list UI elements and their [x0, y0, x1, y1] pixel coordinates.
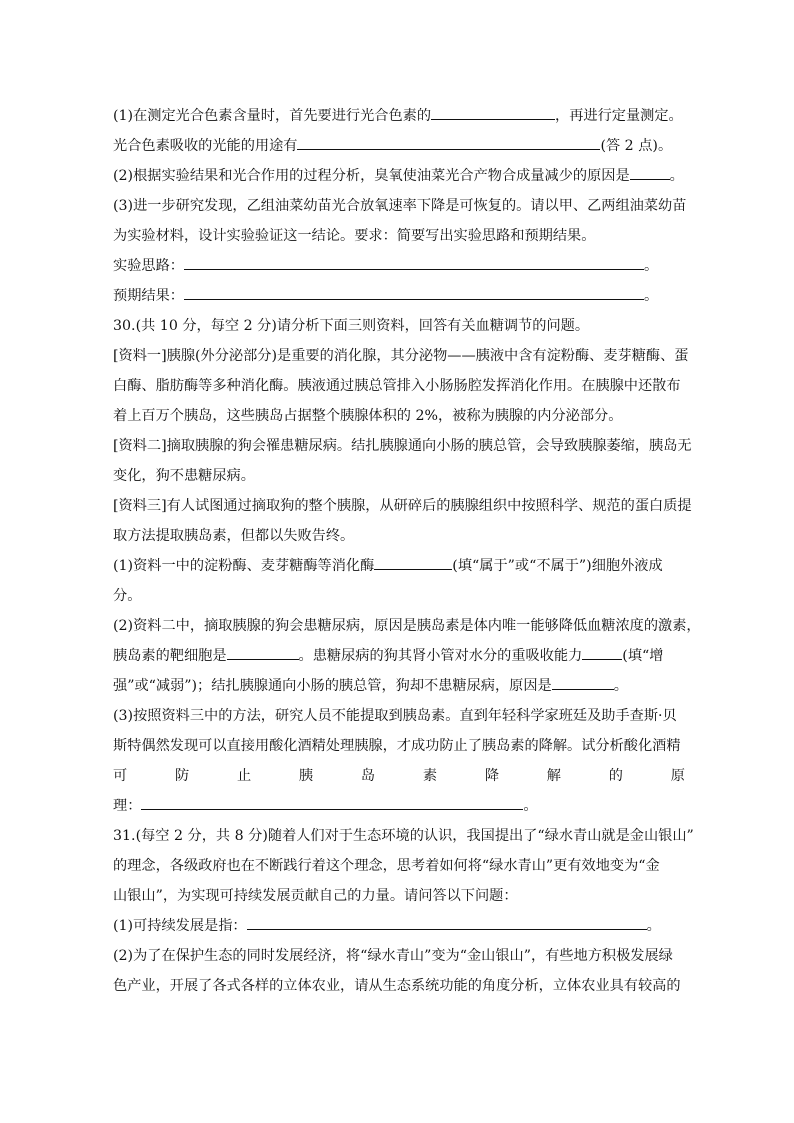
q3-line-2	[113, 221, 685, 251]
text: 31.(每空 2 分，共 8 分)随着人们对于生态环境的认识，我国提出了“绿水青山就是金山银山”	[113, 828, 694, 844]
answer-blank[interactable]	[184, 253, 644, 270]
answer-blank[interactable]	[552, 673, 614, 690]
text: (答 2 点)。	[600, 138, 673, 154]
answer-blank[interactable]	[297, 133, 600, 150]
text: (填“属于”或“不属于”)细胞外液成	[452, 558, 663, 574]
text: 着上百万个胰岛，这些胰岛占据整个胰腺体积的 2%，被称为胰腺的内分泌部分。	[113, 408, 623, 424]
text: (1)资料一中的淀粉酶、麦芽糖酶等消化酶	[113, 558, 375, 574]
text: 为实验材料，设计实验验证这一结论。要求：简要写出实验思路和预期结果。	[113, 228, 596, 244]
answer-blank[interactable]	[374, 553, 452, 570]
answer-blank[interactable]	[582, 643, 622, 660]
text: (1)可持续发展是指：	[113, 918, 247, 934]
text: [资料二]摘取胰腺的狗会罹患糖尿病。结扎胰腺通向小肠的胰总管，会导致胰腺萎缩，胰岛无	[113, 438, 692, 454]
q30-3-line	[113, 701, 685, 731]
spread-char: 防	[174, 768, 190, 784]
text: (2)根据实验结果和光合作用的过程分析，臭氧使油菜光合产物合成量减少的原因是	[113, 168, 630, 184]
q30-3-spread-line	[113, 761, 685, 791]
spread-char: 岛	[360, 768, 376, 784]
text: 。	[523, 798, 538, 814]
q30-2-line-2	[113, 641, 685, 671]
text: 分。	[113, 588, 142, 604]
text: (2)为了在保护生态的同时发展经济，将“绿水青山”变为“金山银山”，有些地方积极发展绿	[113, 948, 673, 964]
material-1-line-3	[113, 401, 685, 431]
text: 。	[613, 678, 628, 694]
text: 的理念，各级政府也在不断践行着这个理念，思考着如何将“绿水青山”更有效地变为“金	[113, 858, 660, 874]
text: 白酶、脂肪酶等多种消化酶。胰液通过胰总管排入小肠肠腔发挥消化作用。在胰腺中还散布	[113, 378, 681, 394]
answer-blank[interactable]	[141, 793, 523, 810]
text: 30.(共 10 分，每空 2 分)请分析下面三则资料，回答有关血糖调节的问题。	[113, 318, 590, 334]
answer-blank[interactable]	[184, 283, 644, 300]
text: [资料三]有人试图通过摘取狗的整个胰腺，从研碎后的胰腺组织中按照科学、规范的蛋白质提	[113, 498, 692, 514]
text: 变化，狗不患糖尿病。	[113, 468, 255, 484]
material-1-line-2	[113, 371, 685, 401]
spread-char: 的	[608, 768, 623, 784]
text: 。	[643, 288, 659, 304]
answer-blank[interactable]	[247, 913, 647, 930]
text: 理：	[113, 798, 142, 814]
spread-char: 原	[670, 768, 685, 784]
text: (1)在测定光合色素含量时，首先要进行光合色素的	[113, 108, 432, 124]
expected-result-line	[113, 281, 685, 311]
answer-blank[interactable]	[227, 643, 299, 660]
text: 预期结果：	[113, 288, 184, 304]
spread-char: 胰	[298, 768, 314, 784]
answer-blank[interactable]	[630, 163, 670, 180]
q31-2-line	[113, 941, 685, 971]
text: 胰岛素的靶细胞是	[113, 648, 227, 664]
text: 。	[669, 168, 684, 184]
material-3-line	[113, 491, 692, 521]
q31-1-line	[113, 911, 685, 941]
q1-line	[113, 101, 685, 131]
material-2-line-2	[113, 461, 685, 491]
q30-1-line-2	[113, 581, 685, 611]
text: (2)资料二中，摘取胰腺的狗会患糖尿病，原因是胰岛素是体内唯一能够降低血糖浓度的激素，	[113, 618, 701, 634]
text: 斯特偶然发现可以直接用酸化酒精处理胰腺，才成功防止了胰岛素的降解。试分析酸化酒精	[113, 738, 681, 754]
question-30-title	[113, 311, 685, 341]
text: 实验思路：	[113, 258, 184, 274]
text: 强”或“减弱”)；结扎胰腺通向小肠的胰总管，狗却不患糖尿病，原因是	[113, 678, 552, 694]
spread-char: 降	[484, 768, 500, 784]
q30-2-line-3	[113, 671, 685, 701]
q1-line-2	[113, 131, 685, 161]
q30-3-line-4	[113, 791, 685, 821]
text: 。	[643, 258, 659, 274]
text: 色产业，开展了各式各样的立体农业，请从生态系统功能的角度分析，立体农业具有较高的	[113, 978, 681, 994]
question-31-line-2	[113, 851, 685, 881]
text: (填“增	[622, 648, 664, 664]
q2-line	[113, 161, 685, 191]
question-31-line-3	[113, 881, 685, 911]
material-2-line	[113, 431, 692, 461]
spread-char: 可	[113, 768, 128, 784]
material-1-line	[113, 341, 689, 371]
spread-char: 解	[546, 768, 561, 784]
question-content	[113, 101, 701, 1001]
q30-1-line	[113, 551, 685, 581]
text: 光合色素吸收的光能的用途有	[113, 138, 298, 154]
q31-2-line-2	[113, 971, 685, 1001]
spread-char: 止	[236, 768, 252, 784]
answer-blank[interactable]	[431, 103, 555, 120]
text: 。	[646, 918, 661, 934]
spread-char: 素	[422, 768, 438, 784]
material-3-line-2	[113, 521, 685, 551]
question-31-title	[113, 821, 694, 851]
q3-line	[113, 191, 685, 221]
text: [资料一]胰腺(外分泌部分)是重要的消化腺，其分泌物——胰液中含有淀粉酶、麦芽糖酶、蛋	[113, 348, 689, 364]
text: (3)按照资料三中的方法，研究人员不能提取到胰岛素。直到年轻科学家班廷及助手查斯·贝	[113, 708, 677, 724]
text: 取方法提取胰岛素，但都以失败告终。	[113, 528, 355, 544]
experiment-idea-line	[113, 251, 685, 281]
text: 山银山”，为实现可持续发展贡献自己的力量。请问答以下问题：	[113, 888, 518, 904]
text: (3)进一步研究发现，乙组油菜幼苗光合放氧速率下降是可恢复的。请以甲、乙两组油菜幼苗	[113, 198, 687, 214]
text: ，再进行定量测定。	[555, 108, 683, 124]
q30-2-line	[113, 611, 701, 641]
text: 。患糖尿病的狗其肾小管对水分的重吸收能力	[298, 648, 583, 664]
q30-3-line-2	[113, 731, 685, 761]
